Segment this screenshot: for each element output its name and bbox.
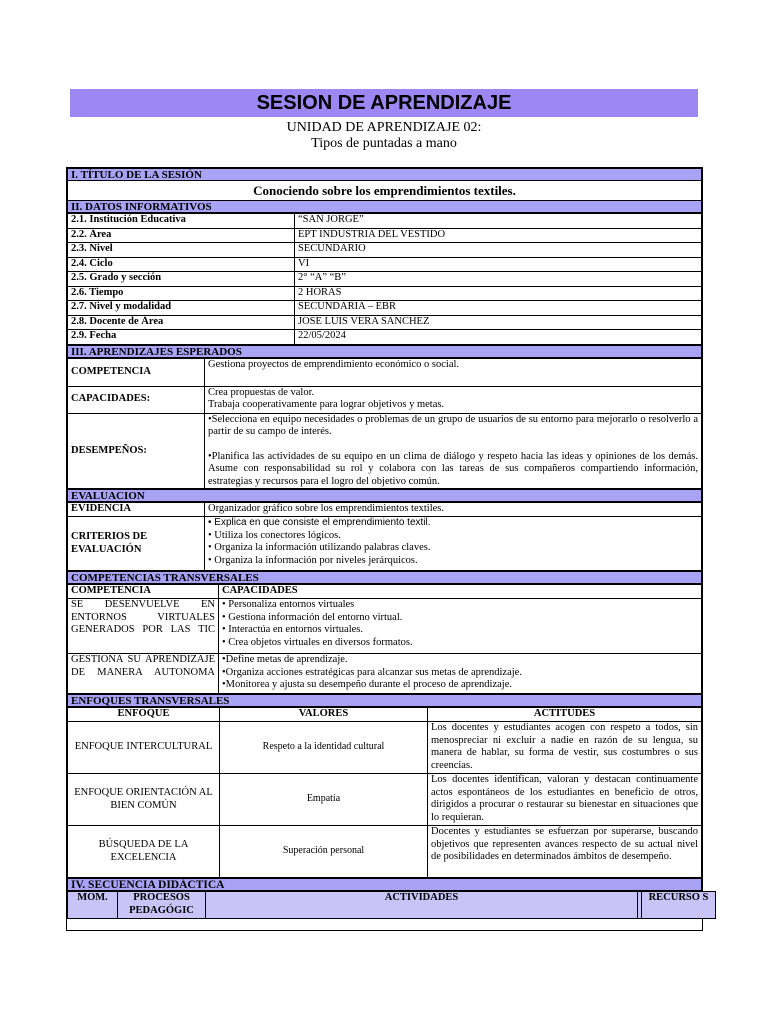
enfoques-col-valores: VALORES — [220, 708, 428, 722]
section-secuencia-heading: IV. SECUENCIA DIDÁCTICA — [67, 878, 702, 891]
transversal-competencia: GESTIONA SU APRENDIZAJE DE MANERA AUTONOMA — [68, 654, 219, 694]
secuencia-col-recursos: RECURSO S — [642, 892, 716, 919]
secuencia-col-mom: MOM. — [68, 892, 118, 919]
desempeno-item: •Selecciona en equipo necesidades o problemas de un grupo de usuarios de su entorno para mejorarlo o resolverlo a partir de su campo de interés. — [208, 413, 698, 437]
session-sheet — [66, 167, 709, 931]
competencia-label: COMPETENCIA — [68, 358, 205, 386]
datos-label: 2.3. Nivel — [68, 243, 295, 258]
desempenos-label: DESEMPEÑOS: — [68, 413, 205, 489]
datos-row — [68, 272, 702, 287]
datos-label: 2.2. Área — [68, 228, 295, 243]
enfoque-name: ENFOQUE ORIENTACIÓN AL BIEN COMÚN — [68, 774, 220, 826]
section-aprendizajes-heading: III. APRENDIZAJES ESPERADOS — [67, 345, 702, 358]
datos-value: JOSE LUIS VERA SANCHEZ — [295, 315, 702, 330]
session-title: Conociendo sobre los emprendimientos textiles. — [67, 181, 702, 200]
secuencia-col-procesos: PROCESOS PEDAGÓGIC — [118, 892, 206, 919]
enfoque-valor: Respeto a la identidad cultural — [220, 722, 428, 774]
criterio-item: • Explica en que consiste el emprendimiento textil. — [208, 517, 431, 528]
capacidades-label: CAPACIDADES: — [68, 386, 205, 413]
secuencia-col-actividades: ACTIVIDADES — [206, 892, 638, 919]
datos-row — [68, 301, 702, 316]
datos-row — [68, 228, 702, 243]
page-title: SESION DE APRENDIZAJE — [70, 89, 698, 117]
transversales-table — [67, 584, 702, 694]
datos-label: 2.8. Docente de Área — [68, 315, 295, 330]
topic-subtitle: Tipos de puntadas a mano — [311, 136, 457, 151]
datos-value: SECUNDARIA – EBR — [295, 301, 702, 316]
datos-label: 2.1. Institución Educativa — [68, 214, 295, 229]
section-enfoques-heading: ENFOQUES TRANSVERSALES — [67, 694, 702, 707]
transversal-capacidad-item: • Gestiona información del entorno virtual. — [222, 611, 403, 623]
desempenos-value — [205, 413, 702, 489]
transversales-col-capacidades: CAPACIDADES — [219, 585, 702, 599]
datos-label: 2.7. Nivel y modalidad — [68, 301, 295, 316]
datos-value: “SAN JORGE” — [295, 214, 702, 229]
enfoque-valor: Empatía — [220, 774, 428, 826]
datos-row — [68, 330, 702, 345]
section-datos-heading: II. DATOS INFORMATIVOS — [67, 200, 702, 213]
datos-row — [68, 286, 702, 301]
unit-subtitle: UNIDAD DE APRENDIZAJE 02: — [286, 120, 482, 135]
enfoque-name: ENFOQUE INTERCULTURAL — [68, 722, 220, 774]
enfoque-actitud: Los docentes identifican, valoran y destacan continuamente actos espontáneos de los estudiantes en beneficio de otros, dirigidos a procurar o restaurar su bienestar en situaciones que lo requieran. — [428, 774, 702, 826]
section-title-heading: I. TÍTULO DE LA SESIÓN — [67, 168, 702, 181]
enfoque-actitud: Docentes y estudiantes se esfuerzan por superarse, buscando objetivos que representen avances respecto de su actual nivel de posibilidades en determinados ámbitos de desempeño. — [428, 826, 702, 878]
enfoque-actitud: Los docentes y estudiantes acogen con respeto a todos, sin menospreciar ni excluir a nadie en razón de su lengua, su manera de hablar, su forma de vestir, sus costumbres o sus creencias. — [428, 722, 702, 774]
datos-value: 2° “A” “B” — [295, 272, 702, 287]
competencia-value: Gestiona proyectos de emprendimiento económico o social. — [205, 358, 702, 386]
datos-label: 2.9. Fecha — [68, 330, 295, 345]
desempeno-item: •Planifica las actividades de su equipo en un clima de diálogo y respeto hacia las ideas y opiniones de los demás. Asume con responsabilidad su rol y colabora con las tareas de sus compañeros compartiendo información, estrategias y recursos para el logro del objetivo común. — [208, 450, 698, 487]
datos-row — [68, 315, 702, 330]
criterios-value — [205, 517, 702, 571]
datos-label: 2.6. Tiempo — [68, 286, 295, 301]
datos-value: VI — [295, 257, 702, 272]
transversal-competencia: SE DESENVUELVE EN ENTORNOS VIRTUALES GENERADOS POR LAS TIC — [68, 599, 219, 654]
enfoques-table — [67, 707, 702, 878]
transversal-capacidad-item: • Interactúa en entornos virtuales. — [222, 624, 363, 635]
enfoques-col-enfoque: ENFOQUE — [68, 708, 220, 722]
enfoque-valor: Superación personal — [220, 826, 428, 878]
datos-value: EPT INDUSTRIA DEL VESTIDO — [295, 228, 702, 243]
enfoques-col-actitudes: ACTITUDES — [428, 708, 702, 722]
capacidad-item: Trabaja cooperativamente para lograr objetivos y metas. — [208, 399, 445, 410]
secuencia-table — [67, 891, 716, 919]
criterio-item: • Organiza la información por niveles jerárquicos. — [208, 554, 418, 566]
enfoque-name: BÚSQUEDA DE LA EXCELENCIA — [68, 826, 220, 878]
transversal-capacidades — [219, 654, 702, 694]
criterios-label: CRITERIOS DE EVALUACIÓN — [68, 517, 205, 571]
capacidades-value — [205, 386, 702, 413]
section-evaluacion-heading: EVALUACION — [67, 489, 702, 502]
transversal-capacidad-item: •Define metas de aprendizaje. — [222, 654, 348, 665]
capacidad-item: Crea propuestas de valor. — [208, 386, 315, 398]
evidencia-label: EVIDENCIA — [68, 503, 205, 517]
criterio-item: • Organiza la información utilizando palabras claves. — [208, 542, 431, 553]
transversal-capacidad-item: •Organiza acciones estratégicas para alcanzar sus metas de aprendizaje. — [222, 666, 522, 678]
datos-label: 2.4. Ciclo — [68, 257, 295, 272]
transversal-capacidad-item: •Monitorea y ajusta su desempeño durante el proceso de aprendizaje. — [222, 679, 512, 690]
datos-label: 2.5. Grado y sección — [68, 272, 295, 287]
datos-row — [68, 243, 702, 258]
datos-row — [68, 214, 702, 229]
section-transversales-heading: COMPETENCIAS TRANSVERSALES — [67, 571, 702, 584]
transversal-capacidades — [219, 599, 702, 654]
transversal-capacidad-item: • Personaliza entornos virtuales — [222, 599, 355, 610]
datos-row — [68, 257, 702, 272]
datos-table — [67, 213, 702, 345]
transversales-col-competencia: COMPETENCIA — [68, 585, 219, 599]
datos-value: 2 HORAS — [295, 286, 702, 301]
evaluacion-table — [67, 502, 702, 571]
datos-value: SECUNDARIO — [295, 243, 702, 258]
datos-value: 22/05/2024 — [295, 330, 702, 345]
criterio-item: • Utiliza los conectores lógicos. — [208, 529, 341, 541]
evidencia-value: Organizador gráfico sobre los emprendimientos textiles. — [205, 503, 702, 517]
aprendizajes-table — [67, 358, 702, 490]
transversal-capacidad-item: • Crea objetos virtuales en diversos formatos. — [222, 636, 413, 648]
